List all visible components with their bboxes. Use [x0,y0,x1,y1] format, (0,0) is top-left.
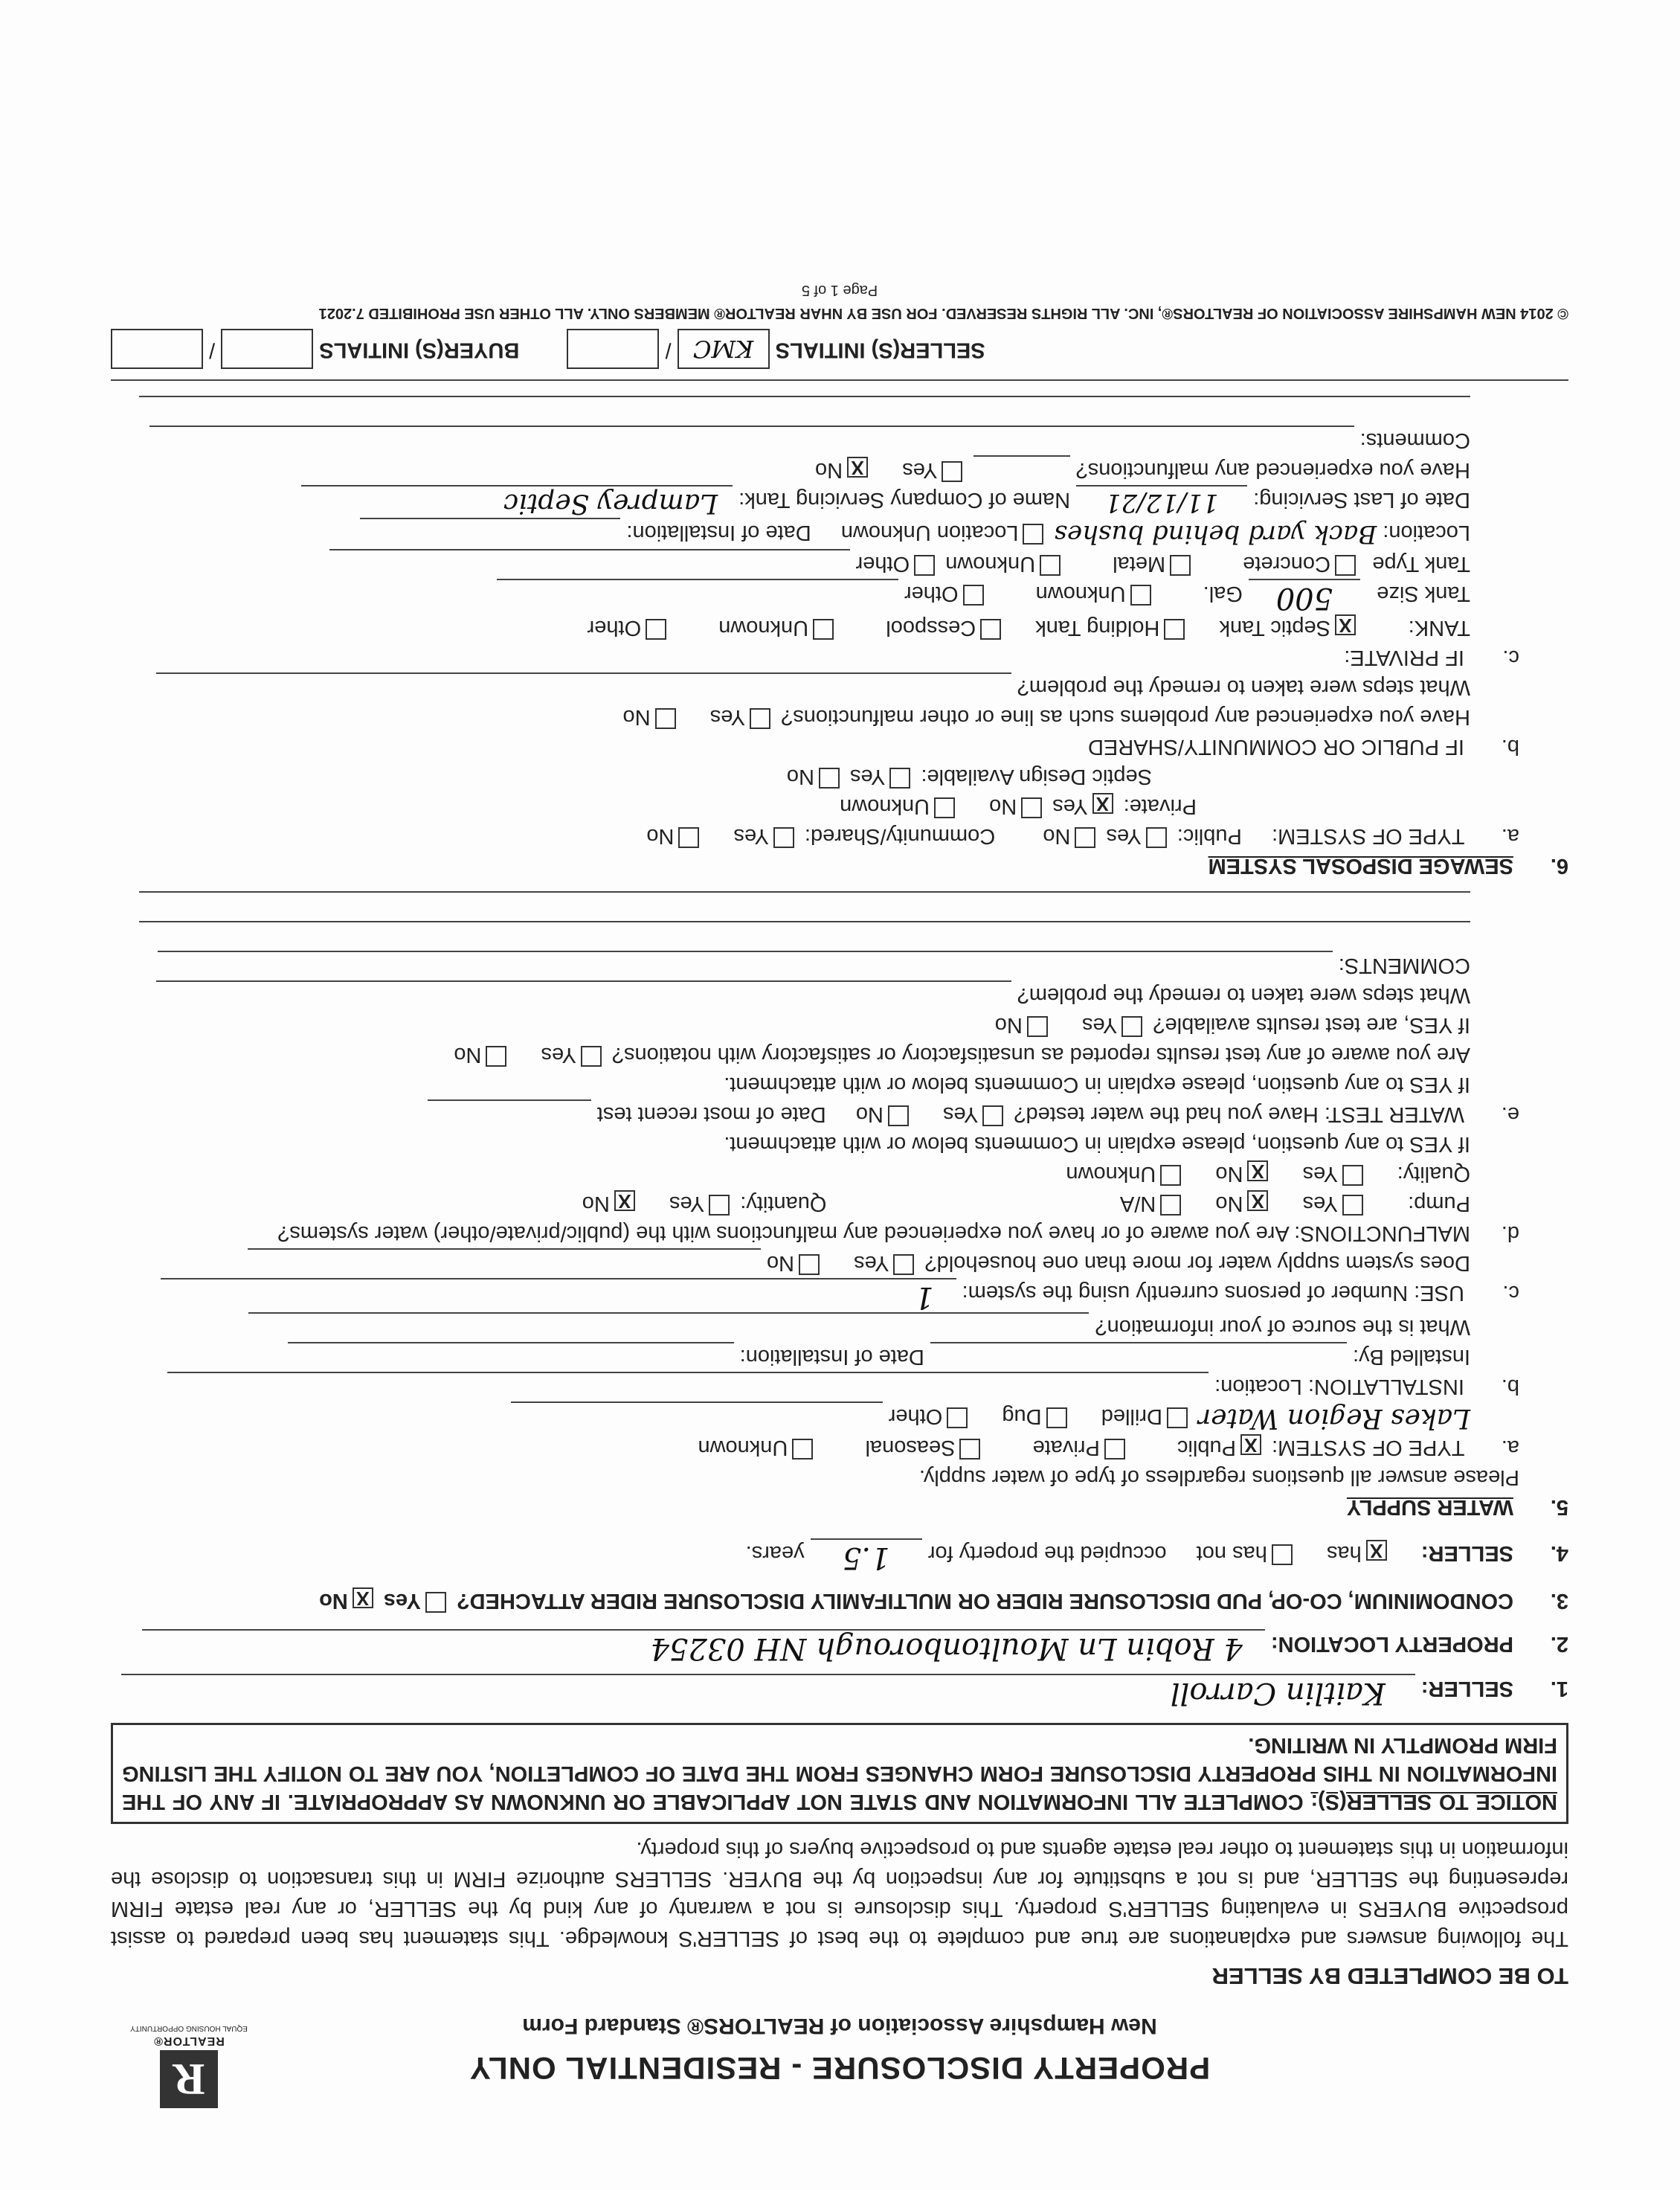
water-private-checkbox[interactable] [1104,1439,1125,1460]
sewage-public-yes-label: Yes [1106,824,1142,848]
water-public-label: Public [1177,1436,1236,1460]
tank-location-value: Back yard behind bushes [1054,519,1377,549]
water-drilled-checkbox[interactable] [1167,1407,1188,1428]
sewage-comments-field-2[interactable] [139,396,1470,424]
installed-by-label: Installed By: [1353,1345,1470,1369]
buyer-initial-box-1[interactable] [221,329,313,369]
notice-box [111,1723,1568,1824]
service-company-field[interactable] [301,485,733,518]
recent-test-field[interactable] [428,1099,591,1128]
test-results-yes-label: Yes [1081,1013,1118,1037]
sewage-community-label: Community/Shared: [804,824,996,848]
pump-yes-checkbox[interactable] [1342,1195,1363,1216]
to-be-completed-heading: TO BE COMPLETED BY SELLER [1211,1963,1568,1989]
water-c-letter: c. [1502,1281,1519,1305]
sewage-private-section-label: IF PRIVATE: [1344,646,1464,669]
tank-location-label: Location: [1383,521,1470,545]
water-comments-label: COMMENTS: [1338,954,1470,977]
tank-unknown-checkbox[interactable] [813,619,834,640]
water-a-letter: a. [1501,1436,1519,1460]
water-unknown-checkbox[interactable] [792,1439,813,1460]
sewage-type-row [111,821,1568,851]
quantity-yes-checkbox[interactable] [709,1195,730,1216]
septic-tank-checkbox[interactable]: X [1335,614,1356,635]
sewage-remedy-field[interactable] [156,672,1011,701]
unsatisfactory-yes-label: Yes [541,1043,576,1067]
footer [111,281,1568,381]
sewage-malfunctions-yes-checkbox[interactable] [942,461,963,482]
malfunctions-row [111,1218,1568,1248]
buyer-initial-box-2[interactable] [111,329,203,369]
pump-no-checkbox[interactable]: X [1248,1190,1269,1211]
sewage-community-no-checkbox[interactable] [678,827,699,848]
concrete-checkbox[interactable] [1335,555,1356,576]
malfunctions-label: MALFUNCTIONS: Are you aware of or have you experienced any malfunctions with the (public/private/other) water systems? [277,1221,1470,1245]
occupied-label: occupied the property for [927,1541,1167,1565]
sewage-problems-yes-label: Yes [709,705,746,729]
water-comments-field[interactable] [158,951,1333,979]
sewage-private-label: Private: [1123,794,1197,818]
q3-number: 3. [1550,1589,1568,1613]
tank-type-unknown-checkbox[interactable] [1040,555,1061,576]
water-test-no-checkbox[interactable] [888,1105,909,1126]
initials-row [111,329,1568,369]
condo-no-checkbox[interactable]: X [353,1587,373,1608]
holding-tank-label: Holding Tank [1035,616,1160,640]
water-remedy-row [111,980,1568,1010]
quantity-yes-label: Yes [669,1192,705,1216]
sewage-private-unknown-checkbox[interactable] [934,797,955,818]
quality-unknown-checkbox[interactable] [1160,1165,1181,1186]
water-dug-checkbox[interactable] [1046,1407,1067,1428]
water-unknown-label: Unknown [698,1436,788,1460]
source-info-row [111,1312,1568,1342]
location-unknown-label: Location Unknown [840,521,1019,545]
water-source-handwritten: Lakes Region Water [1198,1403,1470,1433]
sewage-type-label: TYPE OF SYSTEM: [1272,824,1465,848]
quantity-label: Quantity: [740,1192,827,1216]
installation-location-label: INSTALLATION: Location: [1214,1375,1464,1399]
water-drilled-label: Drilled [1101,1404,1162,1428]
sewage-public-section-label: IF PUBLIC OR COMMUNITY/SHARED [1088,735,1464,759]
metal-checkbox[interactable] [1170,555,1191,576]
sewage-remedy-row [111,672,1568,702]
tank-size-field[interactable] [1249,579,1360,613]
water-other-checkbox[interactable] [947,1407,968,1428]
sewage-public-label: Public: [1177,824,1242,848]
quality-yes-checkbox[interactable] [1342,1165,1363,1186]
location-unknown-checkbox[interactable] [1023,524,1043,545]
test-results-row [111,1010,1568,1040]
water-comments-field-3[interactable] [139,891,1470,919]
seller-initial-box-1[interactable] [678,329,770,369]
installation-location-field[interactable] [167,1372,1208,1400]
service-date-field[interactable] [1076,485,1247,518]
seller-initial-value: KMC [693,335,754,363]
property-location-label: PROPERTY LOCATION: [1270,1632,1513,1656]
sewage-malfunctions-row [111,455,1568,485]
septic-tank-label: Septic Tank [1219,616,1330,640]
property-location-value: 4 Robin Ln Moultonborough NH 03254 [650,1631,1243,1666]
tank-size-row [111,579,1568,613]
seller-initial-slash: / [665,338,672,362]
water-private-label: Private [1032,1436,1100,1460]
gal-label: Gal. [1203,582,1243,606]
quality-row [111,1159,1568,1189]
sewage-private-yes-checkbox[interactable]: X [1092,793,1113,814]
service-date-label: Date of Last Servicing: [1253,488,1470,512]
water-test-if-yes: If YES to any question, please explain in Comments below or with attachment. [724,1073,1470,1096]
installed-by-field[interactable] [930,1342,1347,1370]
water-d-letter: d. [1501,1221,1519,1245]
tank-type-other-label: Other [855,552,910,576]
unsatisfactory-no-label: No [454,1043,482,1067]
sewage-community-yes-label: Yes [733,824,769,848]
household-label: Does system supply water for more than one household? [924,1251,1470,1275]
q2-number: 2. [1550,1632,1568,1656]
pump-yes-label: Yes [1302,1192,1338,1216]
buyer-initials-label: BUYER(S) INITIALS [319,338,520,362]
quality-no-checkbox[interactable]: X [1248,1160,1269,1181]
tank-size-other-label: Other [904,582,959,606]
septic-design-row [111,762,1568,791]
water-dug-label: Dug [1002,1404,1042,1428]
pump-label: Pump: [1408,1192,1470,1216]
years-label: years. [745,1541,805,1565]
tank-type-unknown-label: Unknown [945,552,1036,576]
sewage-problems-no-label: No [622,705,651,729]
sewage-private-yes-label: Yes [1052,794,1088,818]
water-install-date-field[interactable] [288,1342,734,1370]
cesspool-label: Cesspool [886,616,976,640]
has-checkbox[interactable]: X [1366,1540,1387,1561]
water-use-row [111,1278,1568,1312]
service-company-label: Name of Company Servicing Tank: [738,488,1071,512]
recent-test-label: Date of most recent test [596,1102,826,1126]
service-date-value: 11/12/21 [1104,488,1219,518]
condo-rider-label: CONDOMINIUM, CO-OP, PUD DISCLOSURE RIDER OR MULTIFAMILY DISCLOSURE RIDER ATTACHED? [456,1589,1513,1613]
condo-no-label: No [319,1589,348,1613]
form-title: PROPERTY DISCLOSURE - RESIDENTIAL ONLY [469,2051,1211,2086]
water-remedy-label: What steps were taken to remedy the problem? [1017,983,1470,1007]
water-comments-line-3 [111,891,1568,921]
water-supply-heading-row [111,1492,1568,1522]
tank-size-unknown-label: Unknown [1035,582,1126,606]
years-field[interactable] [811,1538,922,1573]
intro-paragraph: The following answers and explanations are true and complete to the best of SELLER'S knowledge. This statement has been prepared to assist prospective BUYERS in evaluating SELLER'S property. This disclosure is not a warranty of any kind by the SELLER, or any real estate FIRM representing the SELLER, and is not a substitute for any inspection by the BUYER. SELLERS authorize FIRM in this transaction to disclose the information in this statement to other real estate agents and to prospective buyers of this property. [111,1837,1568,1950]
sewage-private-unknown-label: Unknown [840,794,930,818]
test-results-no-checkbox[interactable] [1027,1016,1048,1037]
tank-row [111,613,1568,643]
seller-name-value: Kaitlin Carroll [1170,1676,1385,1710]
test-results-no-label: No [994,1013,1023,1037]
household-no-checkbox[interactable] [799,1254,820,1275]
water-install-date-label: Date of Installation: [739,1345,924,1369]
sewage-private-no-label: No [989,794,1017,818]
form-content [111,281,1568,2108]
water-use-field[interactable] [161,1278,956,1312]
sewage-remedy-label: What steps were taken to remedy the problem? [1017,675,1470,699]
notice-text: COMPLETE ALL INFORMATION AND STATE NOT APPLICABLE OR UNKNOWN AS APPROPRIATE. IF ANY OF THE INFORMATION IN THIS PROPERTY DISCLOSURE FORM CHANGES FROM THE DATE OF COMPLETION, YOU ARE TO NOTIFY THE LISTING FIRM PROMPTLY IN WRITING. [121,1733,1557,1814]
water-remedy-field[interactable] [156,980,1011,1009]
sewage-malfunctions-field[interactable] [973,455,1070,484]
seller-label: SELLER: [1420,1677,1513,1701]
water-test-label: WATER TEST: Have you had the water tested? [1014,1102,1464,1126]
concrete-label: Concrete [1243,552,1330,576]
water-other-label: Other [888,1404,943,1428]
quality-no-label: No [1215,1162,1243,1186]
sewage-community-yes-checkbox[interactable] [773,827,794,848]
sewage-problems-yes-checkbox[interactable] [750,708,770,729]
tank-type-other-field[interactable] [329,549,850,577]
tank-install-date-label: Date of Installation: [626,521,811,545]
water-test-row [111,1099,1568,1129]
water-type-label: TYPE OF SYSTEM: [1272,1436,1465,1460]
malfunctions-if-yes: If YES to any question, please explain in Comments below or with attachment. [724,1132,1470,1156]
unsatisfactory-yes-checkbox[interactable] [581,1046,602,1067]
quantity-no-label: No [582,1192,610,1216]
has-label: has [1326,1541,1362,1565]
copyright-notice: © 2014 NEW HAMPSHIRE ASSOCIATION OF REALTORS®, INC. ALL RIGHTS RESERVED. FOR USE BY NHAR REALTOR® MEMBERS ONLY. ALL OTHER USE PROHIBITED 7.2021 [318,305,1568,321]
sewage-problems-label: Have you experienced any problems such as line or other malfunctions? [781,705,1470,729]
water-test-no-label: No [855,1102,884,1126]
household-yes-checkbox[interactable] [893,1254,914,1275]
sewage-community-no-label: No [646,824,675,848]
condo-rider-row [111,1586,1568,1616]
tank-type-other-checkbox[interactable] [914,555,935,576]
sewage-malfunctions-yes-label: Yes [902,458,938,482]
water-comments-row [111,951,1568,980]
seller-name-field[interactable] [121,1674,1415,1708]
household-yes-label: Yes [854,1251,889,1275]
logo-text: REALTOR® [153,2035,225,2047]
water-type-row [111,1433,1568,1462]
sewage-comments-label: Comments: [1359,428,1470,452]
sewage-private-no-checkbox[interactable] [1021,797,1042,818]
sewage-public-no-label: No [1043,824,1071,848]
tank-service-row [111,485,1568,518]
water-comments-line-2 [111,921,1568,951]
pump-no-label: No [1215,1192,1243,1216]
sewage-malfunctions-label: Have you experienced any malfunctions? [1075,458,1470,482]
tank-location-row [111,518,1568,549]
tank-size-label: Tank Size [1377,582,1470,606]
sewage-problems-no-checkbox[interactable] [655,708,676,729]
buyer-initial-slash: / [209,338,216,362]
water-seasonal-checkbox[interactable] [959,1439,980,1460]
septic-design-no-checkbox[interactable] [819,768,840,789]
years-value: 1.5 [842,1541,890,1575]
water-use-label: USE: Number of persons currently using the system: [962,1281,1464,1305]
tank-label: TANK: [1408,616,1470,640]
page-number: Page 1 of 5 [801,282,878,298]
installed-by-row [111,1342,1568,1372]
pump-na-checkbox[interactable] [1160,1195,1181,1216]
quality-unknown-label: Unknown [1066,1162,1156,1186]
test-results-yes-checkbox[interactable] [1121,1016,1142,1037]
sewage-malfunctions-no-checkbox[interactable]: X [847,457,868,478]
household-no-label: No [766,1251,795,1275]
seller-row [111,1674,1568,1708]
occupancy-seller-label: SELLER: [1420,1541,1513,1565]
tank-unknown-label: Unknown [718,616,809,640]
sewage-comments-line-2 [111,396,1568,426]
source-info-field[interactable] [248,1312,1089,1340]
sewage-comments-row [111,426,1568,455]
cesspool-checkbox[interactable] [980,619,1001,640]
q4-number: 4. [1550,1541,1568,1565]
seller-initial-box-2[interactable] [567,329,659,369]
property-location-field[interactable] [142,1629,1265,1666]
seller-initials-label: SELLER(S) INITIALS [775,338,985,362]
tank-size-value: 500 [1275,581,1333,615]
sewage-public-section-row [111,732,1568,762]
tank-other-label: Other [587,616,642,640]
pump-row [111,1189,1568,1218]
unsatisfactory-no-checkbox[interactable] [486,1046,506,1067]
water-b-letter: b. [1501,1375,1519,1399]
sewage-c-letter: c. [1502,646,1519,669]
property-location-row [111,1629,1568,1666]
logo-subtext: EQUAL HOUSING OPPORTUNITY [130,2024,248,2032]
q5-number: 5. [1550,1495,1568,1519]
water-source-row [111,1401,1568,1433]
service-company-value: Lamprey Septic [503,488,718,518]
condo-yes-checkbox[interactable] [425,1592,446,1613]
water-comments-field-2[interactable] [139,921,1470,949]
septic-design-yes-checkbox[interactable] [889,768,910,789]
septic-design-label: Septic Design Available: [921,765,1152,789]
water-use-value: 1 [915,1280,934,1314]
sewage-problems-row [111,702,1568,732]
tank-size-other-checkbox[interactable] [963,585,984,606]
condo-yes-label: Yes [383,1589,421,1613]
household-row [111,1248,1568,1278]
unsatisfactory-label: Are you aware of any test results reported as unsatisfactory or satisfactory with notations? [611,1043,1470,1067]
holding-tank-checkbox[interactable] [1164,619,1185,640]
water-instruction: Please answer all questions regardless of type of water supply. [918,1465,1519,1489]
tank-type-label: Tank Type [1372,552,1470,576]
water-public-checkbox[interactable]: X [1240,1434,1261,1455]
quality-yes-label: Yes [1302,1162,1338,1186]
water-test-yes-checkbox[interactable] [982,1105,1003,1126]
sewage-heading: SEWAGE DISPOSAL SYSTEM [1208,854,1513,878]
tank-other-checkbox[interactable] [646,619,666,640]
sewage-a-letter: a. [1501,824,1519,848]
septic-design-yes-label: Yes [850,765,886,789]
sewage-malfunctions-no-label: No [814,458,843,482]
form-subtitle: New Hampshire Association of REALTORS® Standard Form [522,2014,1157,2038]
test-results-label: If YES, are test results available? [1153,1013,1470,1037]
sewage-comments-field[interactable] [149,426,1354,454]
tank-size-other-field[interactable] [497,579,898,607]
has-not-checkbox[interactable] [1272,1544,1293,1565]
tank-install-date-field[interactable] [360,518,620,546]
sewage-private-section-row [111,643,1568,672]
q1-number: 1. [1550,1677,1568,1701]
quantity-no-checkbox[interactable]: X [614,1190,635,1211]
water-test-yes-label: Yes [943,1102,979,1126]
septic-design-no-label: No [786,765,814,789]
realtor-logo [118,2024,260,2108]
household-field[interactable] [248,1248,761,1277]
metal-label: Metal [1113,552,1166,576]
quality-label: Quality: [1397,1162,1470,1186]
tank-type-row [111,549,1568,579]
sewage-public-yes-checkbox[interactable] [1146,827,1167,848]
water-other-field[interactable] [511,1401,883,1430]
water-seasonal-label: Seasonal [865,1436,956,1460]
water-supply-heading: WATER SUPPLY [1346,1495,1513,1519]
sewage-b-letter: b. [1501,735,1519,759]
unsatisfactory-row [111,1040,1568,1070]
sewage-private-row [111,791,1568,821]
tank-size-unknown-checkbox[interactable] [1130,585,1151,606]
water-e-letter: e. [1501,1102,1519,1126]
installation-row [111,1372,1568,1401]
sewage-public-no-checkbox[interactable] [1075,827,1095,848]
q6-number: 6. [1550,854,1568,878]
has-not-label: has not [1196,1541,1267,1565]
notice-label: NOTICE TO SELLER(S): [1310,1790,1557,1814]
seller-occupancy-row [111,1538,1568,1573]
source-info-label: What is the source of your information? [1095,1315,1470,1339]
realtor-r-icon: R [160,2050,218,2108]
pump-na-label: N/A [1121,1192,1156,1216]
sewage-heading-row [111,851,1568,881]
